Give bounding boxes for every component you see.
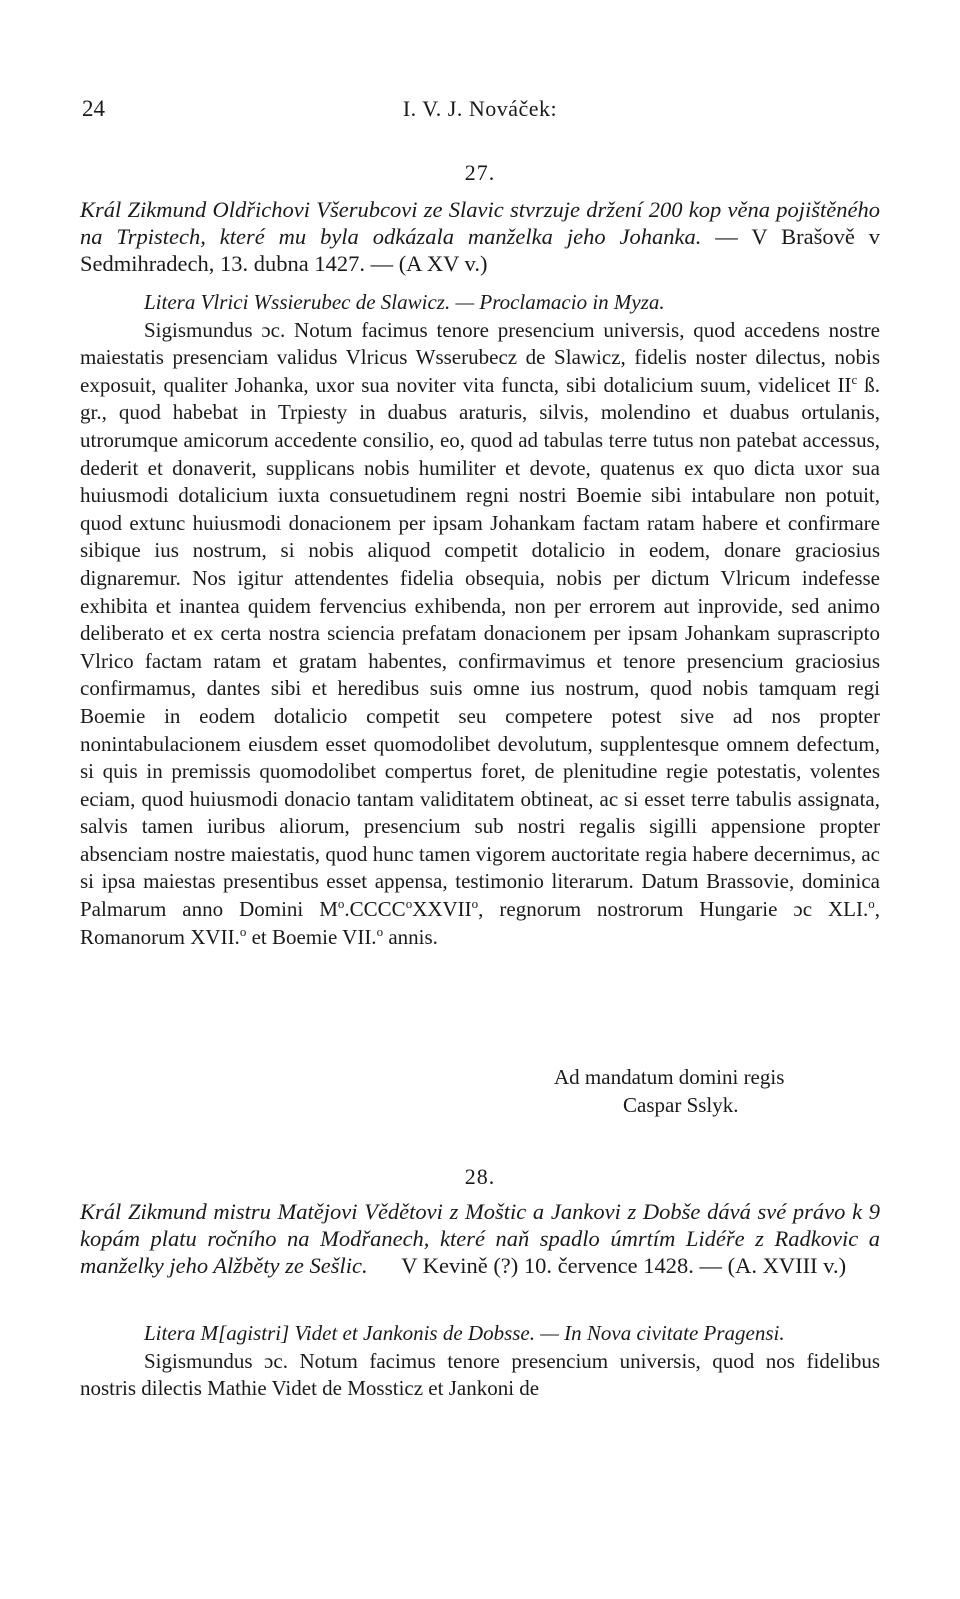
document-heading: Litera M[agistri] Videt et Jankonis de Dobsse. — In Nova civitate Pragensi. <box>144 1321 785 1345</box>
summary-text: Král Zikmund mistru Matějovi Vědětovi z Moštic a Jankovi z Dobše dává své právo k 9 kopám platu ročního na Modřanech, které naň spadlo úmrtím Lidéře z Radkovic a manželky jeho Alžběty ze Sešlic. <box>80 1199 880 1278</box>
signature-line-2: Caspar Sslyk. <box>623 1093 739 1117</box>
document-summary <box>80 196 880 277</box>
document-number: 27. <box>464 160 496 185</box>
page-header <box>82 96 878 126</box>
summary-date: V Kevině (?) 10. července 1428. — (A. XVIII v.) <box>401 1253 847 1278</box>
document-heading: Litera Vlrici Wssierubec de Slawicz. — Proclamacio in Myza. <box>144 290 665 314</box>
document-summary <box>80 1198 880 1279</box>
running-head: I. V. J. Nováček: <box>402 96 558 121</box>
document-body <box>80 289 880 951</box>
summary-text: Král Zikmund Oldřichovi Všerubcovi ze Slavic stvrzuje držení 200 kop věna pojištěného na Trpistech, které mu byla odkázala manželka jeho Johanka. <box>80 197 880 249</box>
signature-line-1: Ad mandatum domini regis <box>554 1065 785 1089</box>
summary-date: — V Brašově v Sedmihradech, 13. dubna 1427. — (A XV v.) <box>80 224 881 276</box>
document-text: Sigismundus ɔc. Notum facimus tenore presencium universis, quod accedens nostre maiestatis presenciam validus Vlricus Wsserubecz de Slawicz, fidelis noster dilectus, nobis exposuit, qualiter Johanka, uxor sua noviter vita functa, sibi dotalicium suum, videlicet $II^c$ ß. gr., quod habebat in Trpiesty in duabus araturis, silvis, molendino et duabus ortulanis, utrorumque amicorum accedente consilio, eo, quod ad tabulas terre tutus non patebat accessus, dederit et donaverit, supplicans nobis humiliter et devote, quatenus ex quo dicta uxor sua huiusmodi dotalicium iuxta consuetudinem regni nostri Boemie sibi intabulare non potuit, quod extunc huiusmodi donacionem per ipsam Johankam factam ratam habere et confirmare sibique ius nostrum, si nobis aliquod competit dotalicio in eodem, donare graciosius dignaremur. Nos igitur attendentes fidelia obsequia, nobis per dictum Vlricum indefesse exhibita et inantea quidem fervencius exhibenda, non per errorem aut inprovide, sed animo deliberato et ex certa nostra sciencia prefatam donacionem per ipsam Johankam suprascripto Vlrico factam ratam et gratam habentes, confirmavimus et tenore presencium graciosius confirmamus, dantes sibi et heredibus suis omne ius nostrum, quod nobis tamquam regi Boemie in eodem dotalicio competit seu competere potest sive ad nos propter nonintabulacionem eiusdem esset quomodolibet devolutum, supplentesque omnem defectum, si quis in premissis quomodolibet compertus foret, de plenitudine regie potestatis, volentes eciam, quod huiusmodi donacio tantam validitatem obtineat, ac si esset terre tabulis assignata, salvis tamen iuribus aliorum, presencium sub nostri regalis sigilli appensione propter absenciam nostre maiestatis, quod hunc tamen vigorem auctoritate regia habere decernimus, ac si ipsa maiestas presentibus esset appensa, testimonio literarum. Datum Brassovie, dominica Palmarum anno Domini $M^o.CCCC^oXXVII^o$, regnorum nostrorum Hungarie ɔc XLI.$^o$, Romanorum XVII.$^o$ et Boemie VII.$^o$ annis. <box>80 317 881 949</box>
document-body <box>80 1320 880 1403</box>
page-number: 24 <box>82 96 105 121</box>
document-number: 28. <box>464 1164 496 1189</box>
document-text: Sigismundus ɔc. Notum facimus tenore presencium universis, quod nos fidelibus nostris dilectis Mathie Videt de Mossticz et Jankoni de <box>80 1348 880 1401</box>
